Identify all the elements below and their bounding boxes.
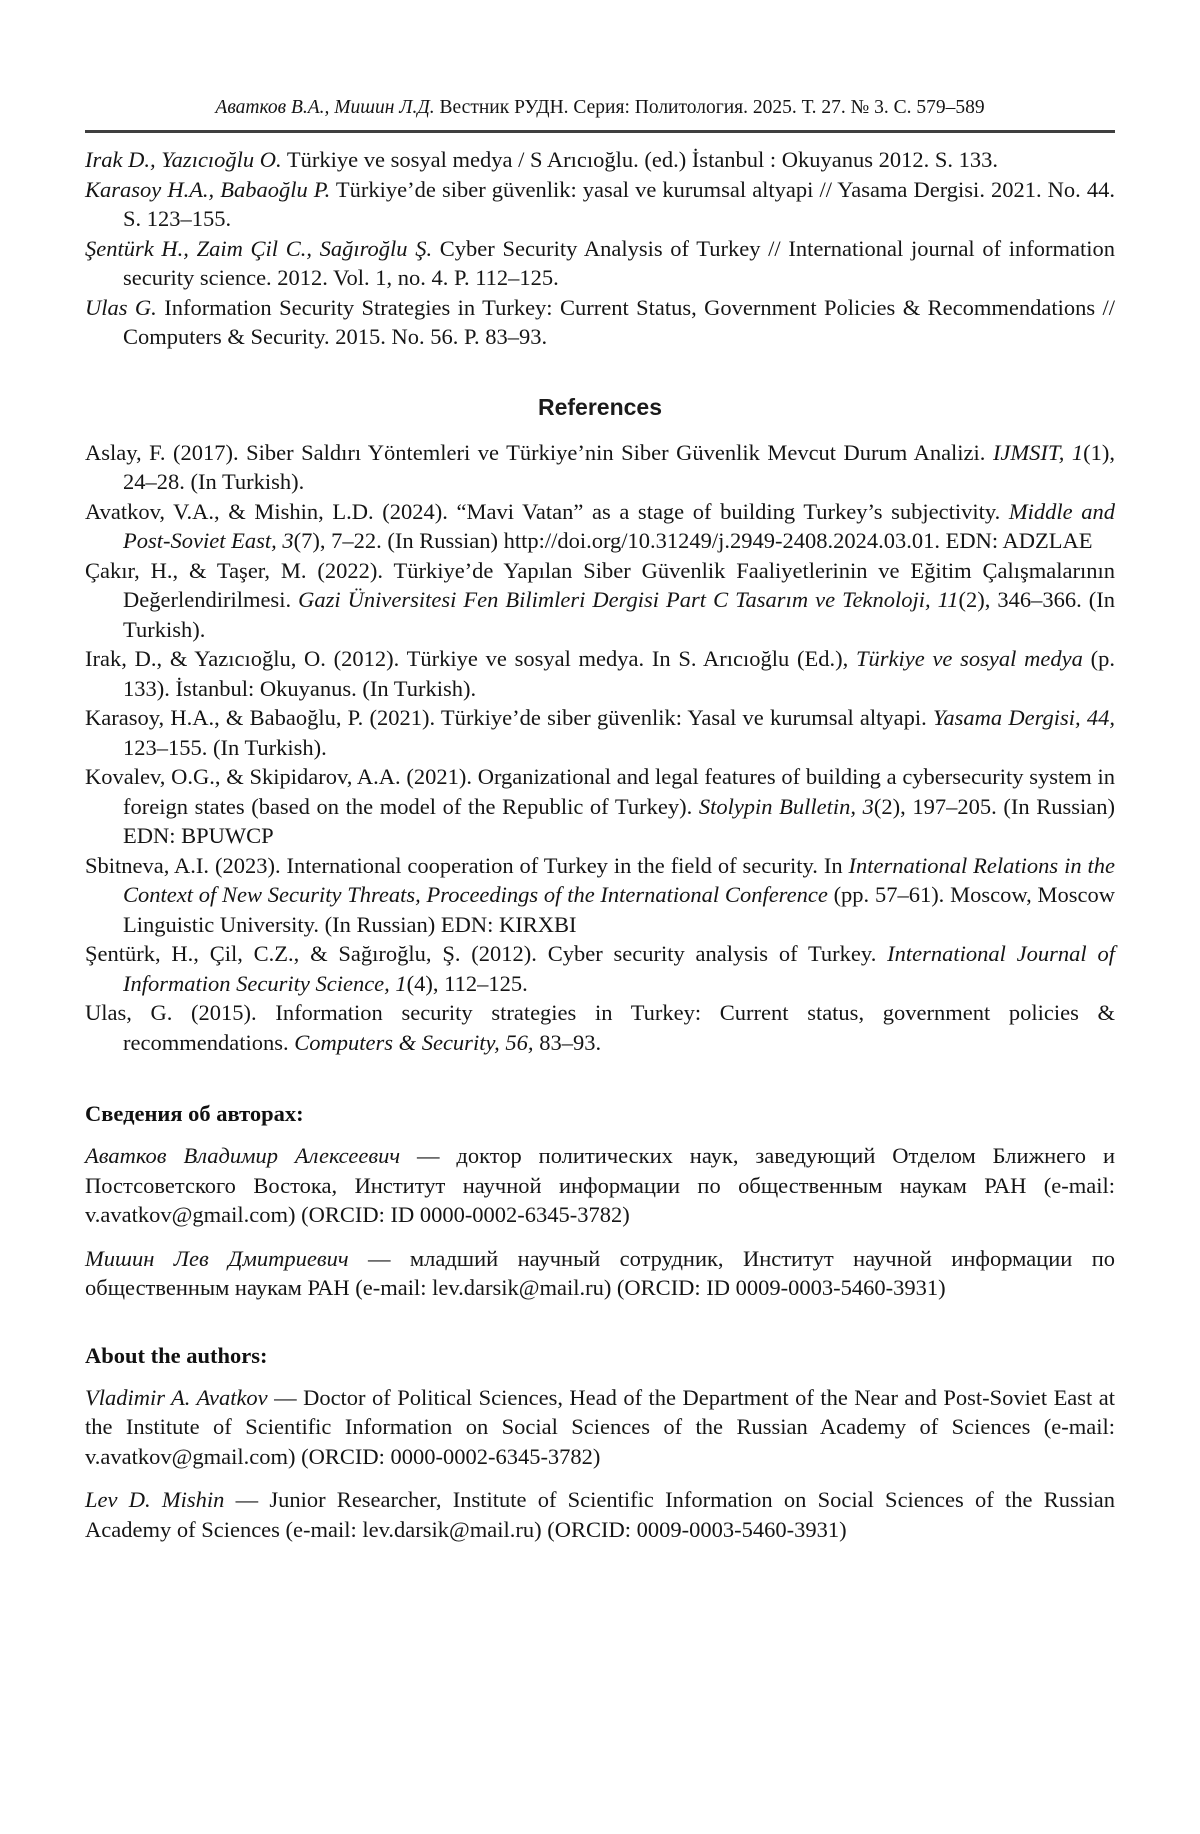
- reference-entry: [85, 497, 1115, 556]
- bibliography-entry: [85, 175, 1115, 234]
- italic-segment: Аватков В.А., Мишин Л.Д.: [215, 97, 435, 118]
- bibliography-list: [85, 145, 1115, 352]
- text-segment: 83–93.: [533, 1029, 602, 1055]
- text-segment: (2), 346–366. (In Turkish).: [123, 587, 1115, 642]
- author-info-en: [85, 1485, 1115, 1544]
- authors-en-section: [85, 1383, 1115, 1545]
- text-segment: — Doctor of Political Sciences, Head of the Department of the Near and Post-Soviet East at the Institute of Scientific Information on Social Sciences of the Russian Academy of Sciences (e-mail: v.avatkov@gmail.com) (ORCID: 0000-0002-6345-3782): [85, 1384, 1115, 1469]
- italic-segment: Stolypin Bulletin, 3: [698, 793, 874, 819]
- text-segment: Irak, D., & Yazıcıoğlu, O. (2012). Türkiye ve sosyal medya. In S. Arıcıoğlu (Ed.),: [85, 646, 856, 671]
- italic-segment: Irak D., Yazıcıoğlu O.: [85, 147, 282, 172]
- text-segment: Karasoy, H.A., & Babaoğlu, P. (2021). Türkiye’de siber güvenlik: Yasal ve kurumsal altyapi.: [85, 705, 933, 730]
- reference-entry: [85, 644, 1115, 703]
- reference-entry: [85, 939, 1115, 998]
- italic-segment: Ulas G.: [85, 294, 157, 320]
- italic-segment: International Relations in the Context of New Security Threats, Proceedings of the International Conference: [123, 852, 1115, 907]
- bibliography-entry: [85, 293, 1115, 352]
- text-segment: (4), 112–125.: [406, 970, 528, 996]
- text-segment: (7), 7–22. (In Russian) http://doi.org/10.31249/j.2949-2408.2024.03.01. EDN: ADZLAE: [293, 528, 1093, 553]
- text-segment: Ulas, G. (2015). Information security strategies in Turkey: Current status, government policies & recommendations.: [85, 1000, 1115, 1055]
- text-segment: Information Security Strategies in Turkey: Current Status, Government Policies & Recommendations // Computers & Security. 2015. No. 56. P. 83–93.: [123, 294, 1115, 349]
- italic-segment: Karasoy H.A., Babaoğlu P.: [85, 176, 331, 202]
- header-rule: [85, 130, 1115, 133]
- italic-segment: Yasama Dergisi, 44,: [932, 705, 1115, 730]
- author-info-en: [85, 1383, 1115, 1472]
- text-segment: Kovalev, O.G., & Skipidarov, A.A. (2021). Organizational and legal features of building a cybersecurity system in foreign states (based on the model of the Republic of Turkey).: [85, 764, 1115, 819]
- italic-segment: International Journal of Information Security Science, 1: [123, 941, 1115, 996]
- text-segment: Çakır, H., & Taşer, M. (2022). Türkiye’de Yapılan Siber Güvenlik Faaliyetlerinin ve Eğitim Çalışmalarının Değerlendirilmesi.: [85, 557, 1115, 612]
- text-segment: — доктор политических наук, заведующий Отделом Ближнего и Постсоветского Востока, Институт научной информации по общественным наукам РАН (e-mail: v.avatkov@gmail.com) (ORCID: ID 0000-0002-6345-3782): [85, 1143, 1116, 1227]
- bibliography-entry: [85, 145, 1115, 175]
- references-list: [85, 438, 1115, 1058]
- text-segment: Вестник РУДН. Серия: Политология. 2025. Т. 27. № 3. С. 579–589: [434, 97, 985, 118]
- article-page: [85, 0, 1115, 1544]
- text-segment: Avatkov, V.A., & Mishin, L.D. (2024). “Mavi Vatan” as a stage of building Turkey’s subjectivity.: [85, 498, 1009, 524]
- text-segment: (1), 24–28. (In Turkish).: [123, 439, 1116, 494]
- text-segment: (p. 133). İstanbul: Okuyanus. (In Turkish).: [123, 646, 1115, 701]
- text-segment: — младший научный сотрудник, Институт научной информации по общественным наукам РАН (e-mail: lev.darsik@mail.ru) (ORCID: ID 0009-0003-5460-3931): [85, 1245, 1115, 1300]
- running-head: [85, 97, 1115, 119]
- running-head-text: [85, 97, 1115, 119]
- authors-ru-heading: Сведения об авторах:: [85, 1101, 304, 1126]
- author-info-ru: [85, 1244, 1115, 1303]
- italic-segment: IJMSIT, 1: [992, 439, 1084, 465]
- reference-entry: [85, 438, 1115, 497]
- text-segment: 123–155. (In Turkish).: [123, 734, 327, 760]
- italic-segment: Gazi Üniversitesi Fen Bilimleri Dergisi Part C Tasarım ve Teknoloji, 11: [298, 587, 959, 612]
- reference-entry: [85, 556, 1115, 645]
- italic-segment: Computers & Security, 56,: [294, 1029, 534, 1055]
- italic-segment: Middle and Post-Soviet East, 3: [123, 498, 1116, 553]
- text-segment: Cyber Security Analysis of Turkey // International journal of information security science. 2012. Vol. 1, no. 4. P. 112–125.: [123, 235, 1115, 290]
- text-segment: — Junior Researcher, Institute of Scientific Information on Social Sciences of the Russian Academy of Sciences (e-mail: lev.darsik@mail.ru) (ORCID: 0009-0003-5460-3931): [85, 1487, 1115, 1542]
- text-segment: Türkiye’de siber güvenlik: yasal ve kurumsal altyapi // Yasama Dergisi. 2021. No. 44. S. 123–155.: [123, 176, 1115, 231]
- text-segment: Türkiye ve sosyal medya / S Arıcıoğlu. (ed.) İstanbul : Okuyanus 2012. S. 133.: [281, 147, 999, 172]
- italic-segment: Şentürk H., Zaim Çil C., Sağıroğlu Ş.: [85, 235, 433, 261]
- text-segment: (2), 197–205. (In Russian) EDN: BPUWCP: [123, 793, 1115, 848]
- text-segment: Sbitneva, A.I. (2023). International cooperation of Turkey in the field of security. In: [85, 852, 849, 878]
- authors-en-heading: About the authors:: [85, 1342, 268, 1368]
- reference-entry: [85, 998, 1115, 1057]
- italic-segment: Vladimir A. Avatkov: [85, 1384, 268, 1410]
- author-info-ru: [85, 1141, 1115, 1230]
- authors-ru-section: [85, 1141, 1115, 1303]
- text-segment: (pp. 57–61). Moscow, Moscow Linguistic University. (In Russian) EDN: KIRXBI: [123, 882, 1115, 937]
- reference-entry: [85, 703, 1115, 762]
- reference-entry: [85, 762, 1115, 851]
- bibliography-entry: [85, 234, 1115, 293]
- reference-entry: [85, 851, 1115, 940]
- references-heading: References: [537, 393, 663, 420]
- text-segment: Aslay, F. (2017). Siber Saldırı Yöntemleri ve Türkiye’nin Siber Güvenlik Mevcut Durum Analizi.: [85, 439, 993, 465]
- italic-segment: Lev D. Mishin: [85, 1487, 225, 1512]
- italic-segment: Мишин Лев Дмитриевич: [85, 1245, 349, 1271]
- text-segment: Şentürk, H., Çil, C.Z., & Sağıroğlu, Ş. (2012). Cyber security analysis of Turkey.: [85, 941, 888, 966]
- italic-segment: Türkiye ve sosyal medya: [855, 646, 1083, 671]
- italic-segment: Аватков Владимир Алексеевич: [85, 1143, 401, 1168]
